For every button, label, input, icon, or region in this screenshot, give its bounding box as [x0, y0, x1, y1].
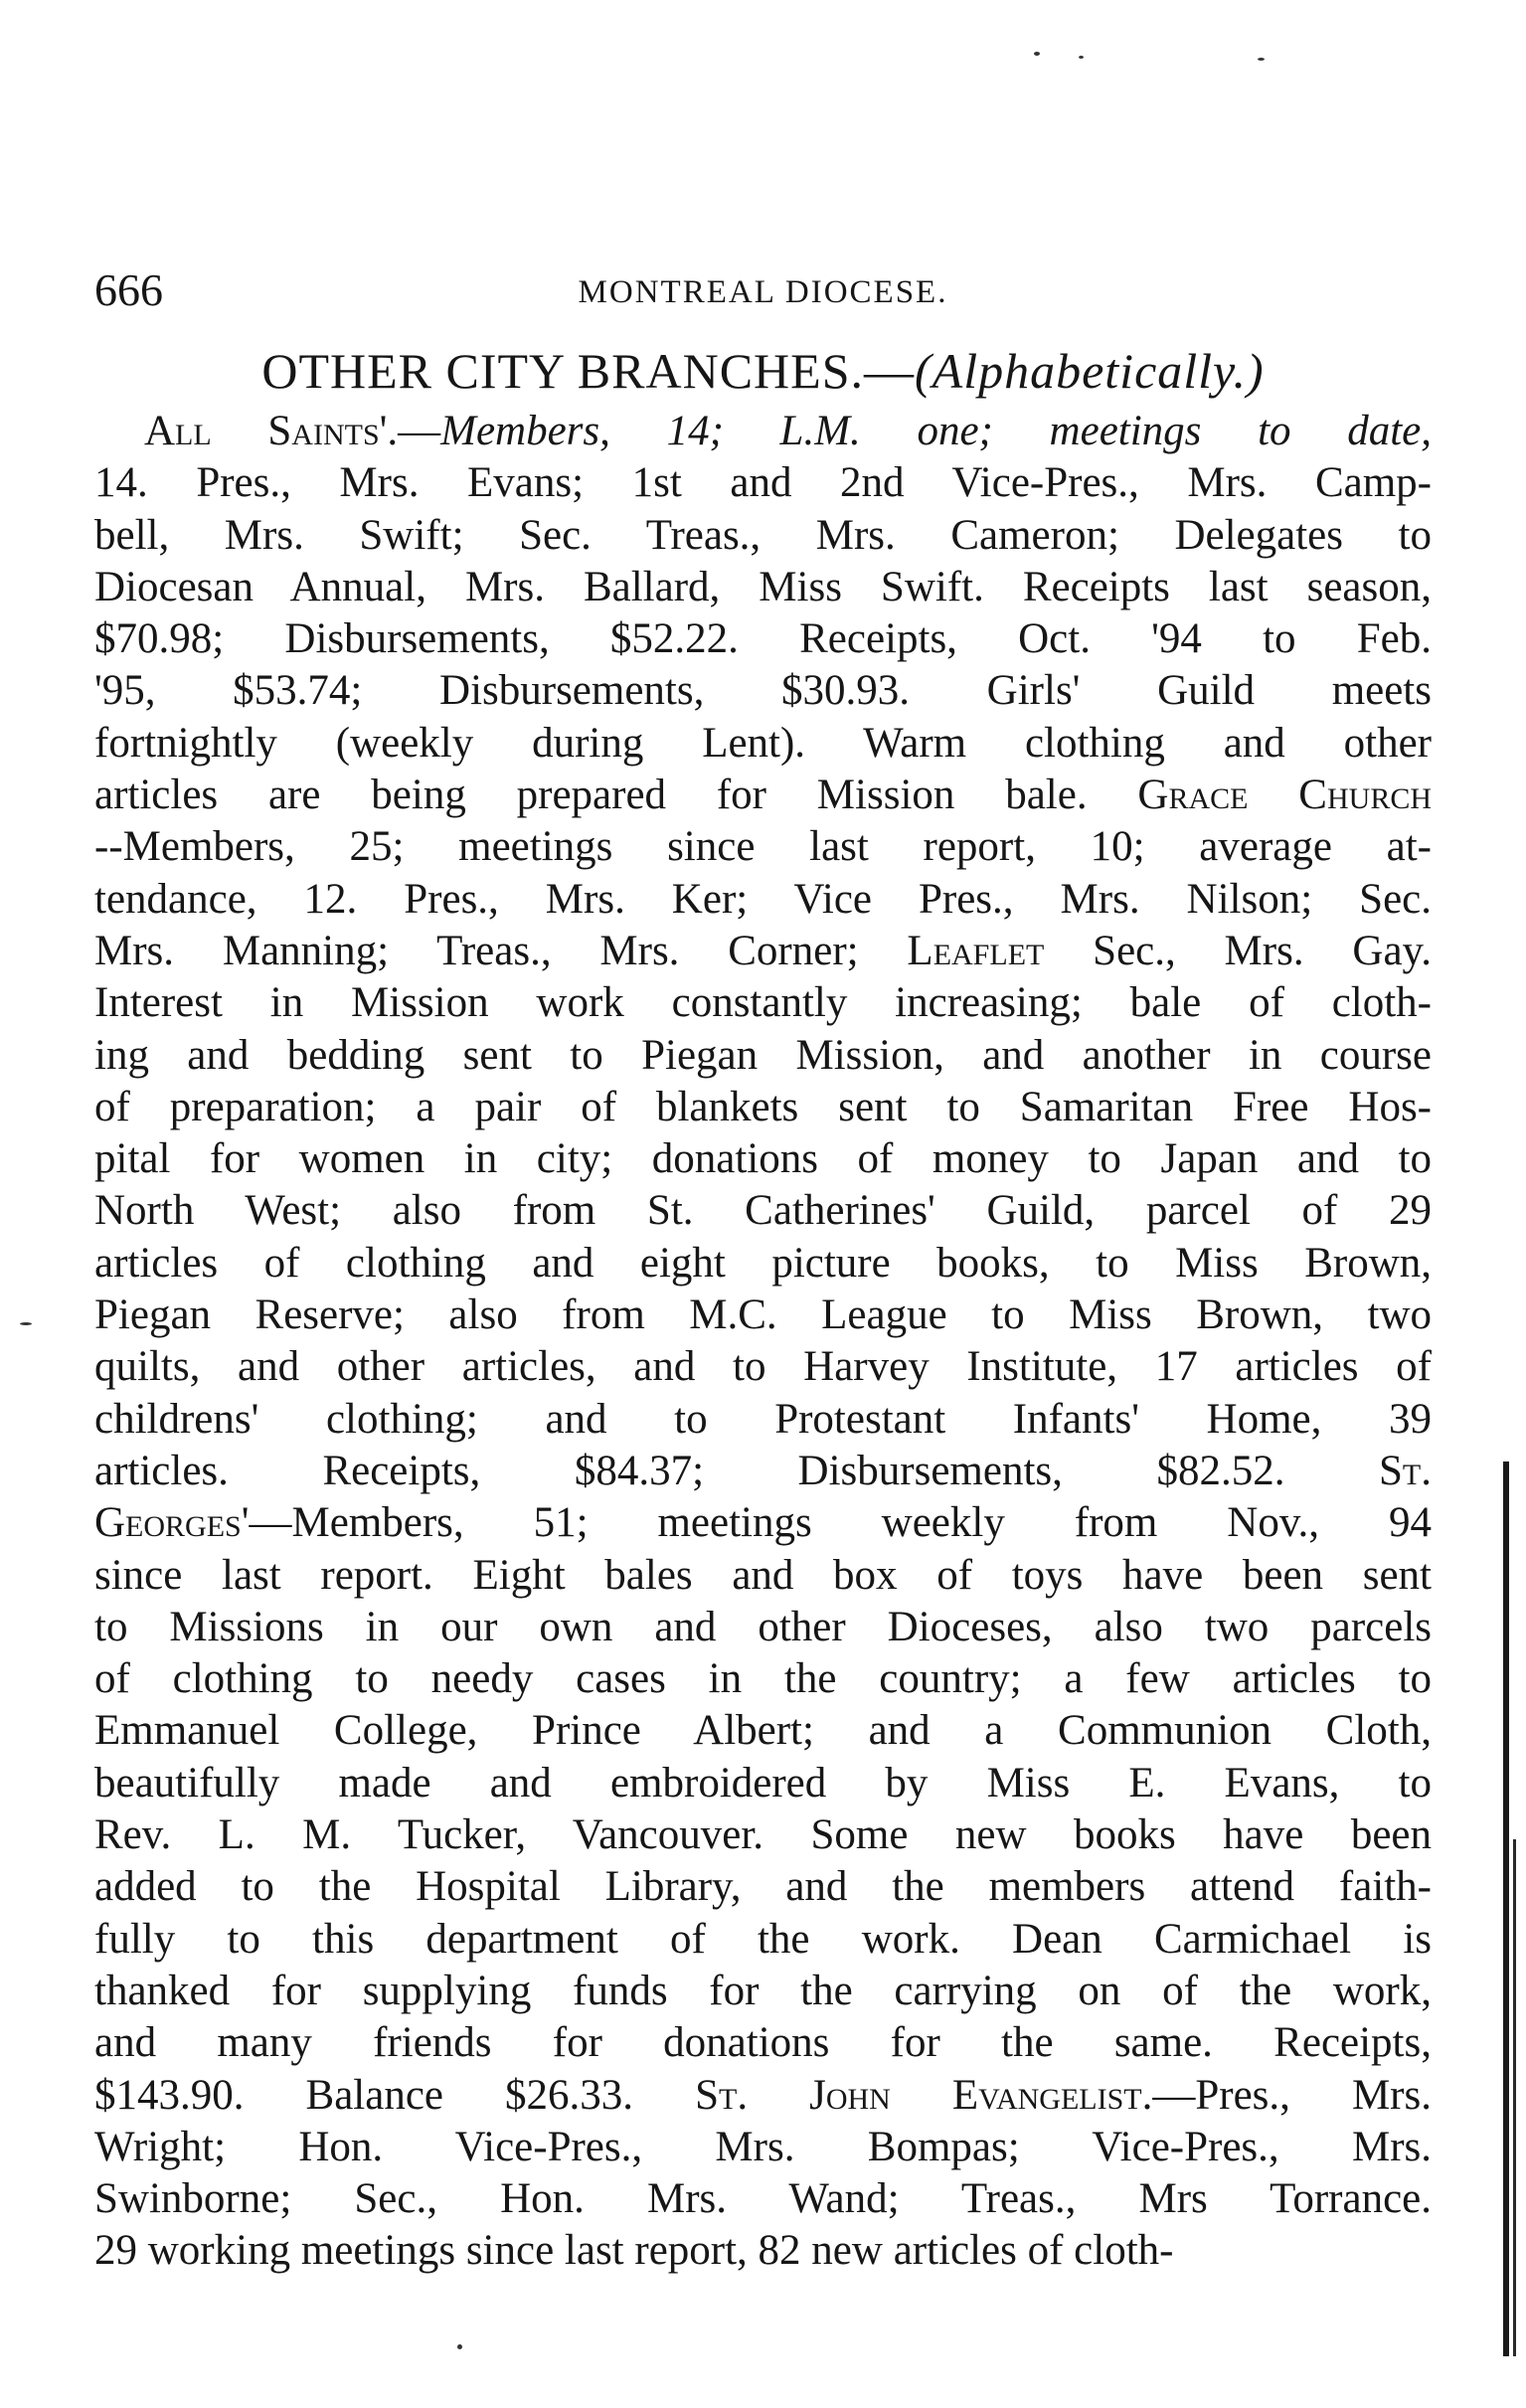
text-run: thanked for supplying funds for the carrying on of the work, [94, 1967, 1432, 2014]
text-line [94, 1550, 1432, 1602]
text-run: Piegan Reserve; also from M.C. League to Miss Brown, two [94, 1291, 1432, 1339]
text-run: pital for women in city; donations of money to Japan and to [94, 1135, 1432, 1183]
text-run: —Members, 51; meetings weekly from Nov., 94 [249, 1499, 1432, 1547]
text-line [94, 1653, 1432, 1705]
text-line [94, 2225, 1432, 2277]
text-line [94, 1966, 1432, 2017]
text-line [94, 977, 1432, 1029]
text-run: to Missions in our own and other Dioceses, also two parcels [94, 1603, 1432, 1650]
section-title-suffix: (Alphabetically.) [915, 343, 1265, 399]
text-run: Rev. L. M. Tucker, Vancouver. Some new books have been [94, 1811, 1432, 1859]
text-run: fortnightly (weekly during Lent). Warm clothing and other [94, 719, 1432, 767]
text-line [94, 1758, 1432, 1809]
text-run: Members, 14; L.M. one; meetings to date, [440, 408, 1432, 454]
text-run: articles are being prepared for Mission bale. [94, 772, 1138, 819]
text-line [94, 1602, 1432, 1653]
text-line [94, 1705, 1432, 1757]
text-run: added to the Hospital Library, and the members attend faith- [94, 1863, 1432, 1911]
text-line [94, 1185, 1432, 1237]
binding-edge-mark-secondary [1513, 1839, 1516, 2356]
branch-name: Georges' [94, 1499, 250, 1547]
text-line [94, 510, 1432, 562]
text-run: Sec., Mrs. Gay. [1044, 927, 1433, 974]
text-run: '95, $53.74; Disbursements, $30.93. Girls' Guild meets [94, 667, 1432, 715]
page-number: 666 [94, 264, 163, 315]
text-run: articles. Receipts, $84.37; Disbursements, $82.52. [94, 1447, 1379, 1494]
text-run: quilts, and other articles, and to Harvey Institute, 17 articles of [94, 1343, 1432, 1391]
branch-name: All Saints' [144, 408, 388, 454]
text-run: 14. Pres., Mrs. Evans; 1st and 2nd Vice-Pres., Mrs. Camp- [94, 459, 1432, 507]
text-run: --Members, 25; meetings since last report, 10; average at- [94, 823, 1432, 871]
text-line [94, 1341, 1432, 1393]
section-title-text: OTHER CITY BRANCHES.— [261, 343, 916, 399]
text-run: since last report. Eight bales and box of toys have been sent [94, 1551, 1432, 1599]
branch-name: St. [1379, 1447, 1432, 1494]
branch-name: Leaflet [907, 927, 1045, 974]
text-run: Emmanuel College, Prince Albert; and a Communion Cloth, [94, 1707, 1432, 1755]
text-run: fully to this department of the work. Dean Carmichael is [94, 1915, 1432, 1963]
body-text [94, 406, 1432, 2278]
binding-edge-mark [1503, 1462, 1509, 2356]
text-line [94, 926, 1432, 977]
text-run: beautifully made and embroidered by Miss E. Evans, to [94, 1759, 1432, 1806]
scan-speck [20, 1322, 32, 1325]
text-run: and many friends for donations for the same. Receipts, [94, 2019, 1432, 2067]
text-line [94, 1030, 1432, 1082]
text-run: ing and bedding sent to Piegan Mission, and another in course [94, 1031, 1432, 1079]
text-line [94, 1861, 1432, 1913]
text-line [94, 1914, 1432, 1966]
scan-speck [1258, 58, 1265, 61]
text-line [94, 1394, 1432, 1446]
scan-speck [457, 2344, 462, 2349]
text-run: of clothing to needy cases in the country; a few articles to [94, 1655, 1432, 1703]
text-line [94, 406, 1432, 457]
text-run: Wright; Hon. Vice-Pres., Mrs. Bompas; Vice-Pres., Mrs. [94, 2123, 1432, 2170]
text-run: of preparation; a pair of blankets sent to Samaritan Free Hos- [94, 1083, 1432, 1130]
text-run: North West; also from St. Catherines' Guild, parcel of 29 [94, 1187, 1432, 1235]
text-line [94, 1133, 1432, 1185]
text-run: .—Pres., Mrs. [1141, 2071, 1432, 2119]
text-line [94, 562, 1432, 613]
branch-name: St. John Evangelist [695, 2071, 1142, 2119]
text-line [94, 718, 1432, 770]
page-header [94, 260, 1432, 320]
text-line [94, 1238, 1432, 1290]
text-line [94, 1290, 1432, 1341]
text-line [94, 665, 1432, 717]
text-line [94, 770, 1432, 821]
text-run: Interest in Mission work constantly increasing; bale of cloth- [94, 979, 1432, 1027]
section-title [94, 338, 1432, 404]
text-run: .— [387, 408, 441, 454]
text-line [94, 613, 1432, 665]
text-run: $70.98; Disbursements, $52.22. Receipts, Oct. '94 to Feb. [94, 615, 1432, 663]
text-run: 29 working meetings since last report, 82 new articles of cloth- [94, 2227, 1174, 2275]
text-run: tendance, 12. Pres., Mrs. Ker; Vice Pres., Mrs. Nilson; Sec. [94, 875, 1432, 923]
text-run: $143.90. Balance $26.33. [94, 2071, 696, 2119]
text-line [94, 2017, 1432, 2069]
text-run: Swinborne; Sec., Hon. Mrs. Wand; Treas., Mrs Torrance. [94, 2175, 1432, 2223]
text-line [94, 2070, 1432, 2122]
scan-speck [1034, 52, 1040, 56]
text-line [94, 457, 1432, 509]
text-line [94, 1497, 1432, 1549]
text-run: Mrs. Manning; Treas., Mrs. Corner; [94, 927, 908, 974]
scan-speck [1079, 56, 1084, 59]
text-line [94, 2122, 1432, 2173]
text-run: articles of clothing and eight picture books, to Miss Brown, [94, 1239, 1432, 1287]
text-run: childrens' clothing; and to Protestant Infants' Home, 39 [94, 1395, 1432, 1443]
branch-name: Grace Church [1137, 772, 1433, 819]
text-line [94, 821, 1432, 873]
text-line [94, 1446, 1432, 1497]
text-run: Diocesan Annual, Mrs. Ballard, Miss Swift. Receipts last season, [94, 563, 1432, 610]
running-head: MONTREAL DIOCESE. [578, 274, 948, 310]
text-line [94, 1809, 1432, 1861]
text-run: bell, Mrs. Swift; Sec. Treas., Mrs. Cameron; Delegates to [94, 511, 1432, 559]
text-line [94, 1082, 1432, 1133]
text-line [94, 874, 1432, 926]
text-line [94, 2173, 1432, 2225]
